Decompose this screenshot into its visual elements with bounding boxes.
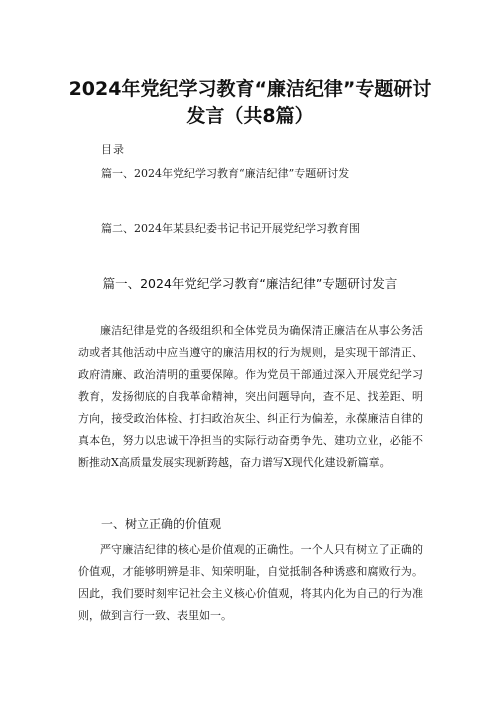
body-paragraph-1: 廉洁纪律是党的各级组织和全体党员为确保清正廉洁在从事公务活动或者其他活动中应当遵守的廉洁用权的行为规则，是实现干部清正、政府清廉、政治清明的重要保障。作为党员干部通过深入开展党纪学习教育，发扬彻底的自我革命精神，突出问题导向，查不足、找差距、明方向，接受政治体检、打扫政治灰尘、纠正行为偏差，永葆廉洁自律的真本色，努力以忠诚干净担当的实际行动奋勇争先、建功立业，必能不断推动X高质量发展实现新跨越，奋力谱写X现代化建设新篇章。 xyxy=(78,324,423,469)
document-title-line-1: 2024年党纪学习教育“廉洁纪律”专题研讨 xyxy=(68,78,432,100)
toc-item-1[interactable]: 篇一、2024年党纪学习教育“廉洁纪律”专题研讨发 xyxy=(101,167,350,180)
subheading-values: 一、树立正确的价值观 xyxy=(101,517,222,531)
toc-item-2[interactable]: 篇二、2024年某县纪委书记书记开展党纪学习教育围 xyxy=(101,222,360,235)
toc-label: 目录 xyxy=(101,143,125,156)
section-heading: 篇一、2024年党纪学习教育“廉洁纪律”专题研讨发言 xyxy=(102,276,398,291)
document-title-line-2: 发言（共8篇） xyxy=(186,105,314,127)
body-paragraph-2: 严守廉洁纪律的核心是价值观的正确性。一个人只有树立了正确的价值观，才能够明辨是非、知荣明耻，自觉抵制各种诱惑和腐败行为。因此，我们要时刻牢记社会主义核心价值观，将其内化为自己的行为准则，做到言行一致、表里如一。 xyxy=(78,543,423,622)
